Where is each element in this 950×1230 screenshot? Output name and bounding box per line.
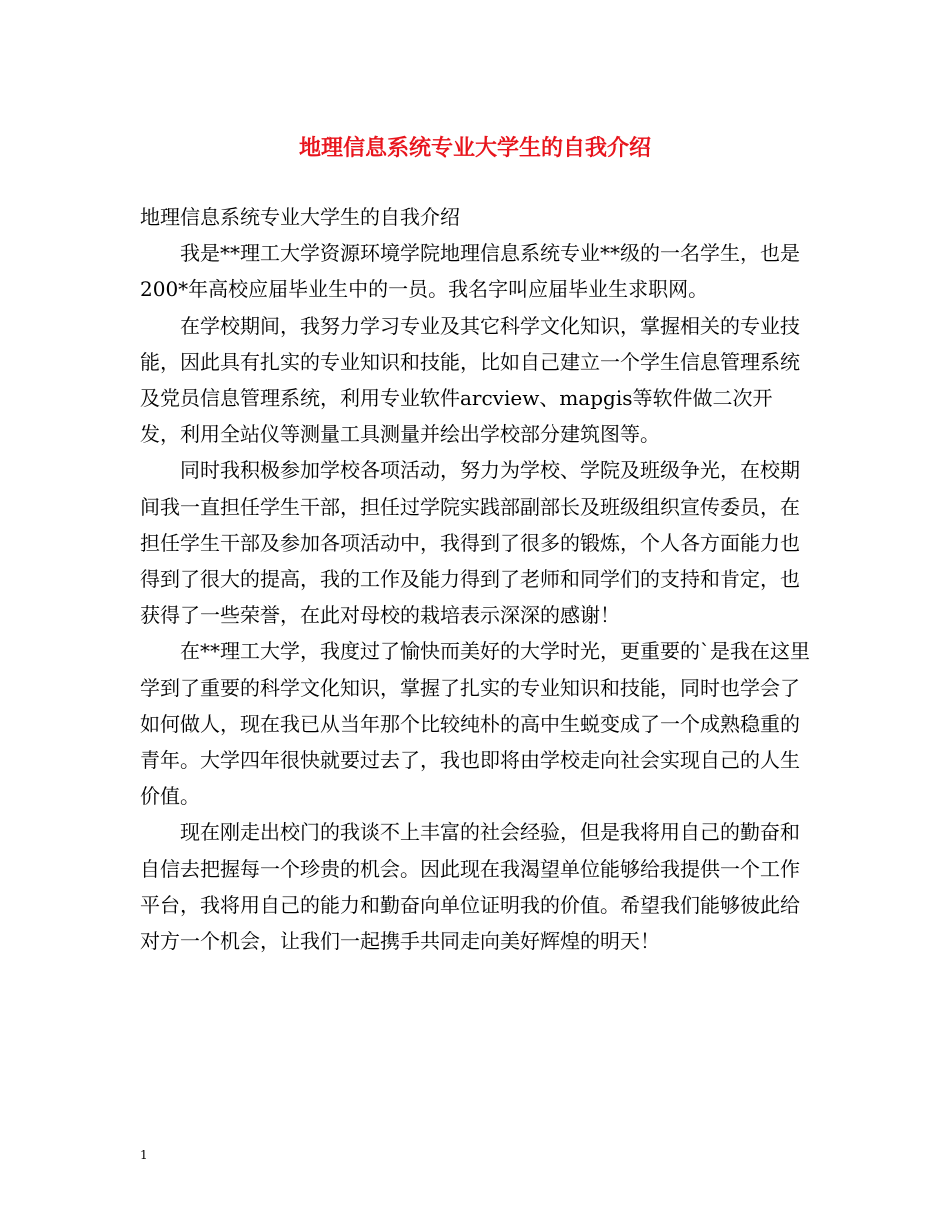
paragraph-study: 在学校期间，我努力学习专业及其它科学文化知识，掌握相关的专业技能，因此具有扎实的专业知识和技能，比如自己建立一个学生信息管理系统及党员信息管理系统，利用专业软件arcview、mapgis等软件做二次开发，利用全站仪等测量工具测量并绘出学校部分建筑图等。 xyxy=(140,313,800,447)
paragraph-university-life: 在**理工大学，我度过了愉快而美好的大学时光，更重要的`是我在这里学到了重要的科学文化知识，掌握了扎实的专业知识和技能，同时也学会了如何做人，现在我已从当年那个比较纯朴的高中生蜕变成了一个成熟稳重的青年。大学四年很快就要过去了，我也即将由学校走向社会实现自己的人生价值。 xyxy=(140,639,810,809)
paragraph-activities: 同时我积极参加学校各项活动，努力为学校、学院及班级争光，在校期间我一直担任学生干部，担任过学院实践部副部长及班级组织宣传委员，在担任学生干部及参加各项活动中，我得到了很多的锻炼，个人各方面能力也得到了很大的提高，我的工作及能力得到了老师和同学们的支持和肯定，也获得了一些荣誉，在此对母校的栽培表示深深的感谢！ xyxy=(140,458,800,628)
document-title: 地理信息系统专业大学生的自我介绍 xyxy=(298,135,651,161)
document-subtitle: 地理信息系统专业大学生的自我介绍 xyxy=(140,205,460,229)
page-number: 1 xyxy=(140,1148,148,1162)
paragraph-closing: 现在刚走出校门的我谈不上丰富的社会经验，但是我将用自己的勤奋和自信去把握每一个珍贵的机会。因此现在我渴望单位能够给我提供一个工作平台，我将用自己的能力和勤奋向单位证明我的价值。希望我们能够彼此给对方一个机会，让我们一起携手共同走向美好辉煌的明天！ xyxy=(140,820,800,954)
paragraph-intro: 我是**理工大学资源环境学院地理信息系统专业**级的一名学生，也是200*年高校应届毕业生中的一员。我名字叫应届毕业生求职网。 xyxy=(140,241,800,302)
document-body xyxy=(140,199,812,959)
